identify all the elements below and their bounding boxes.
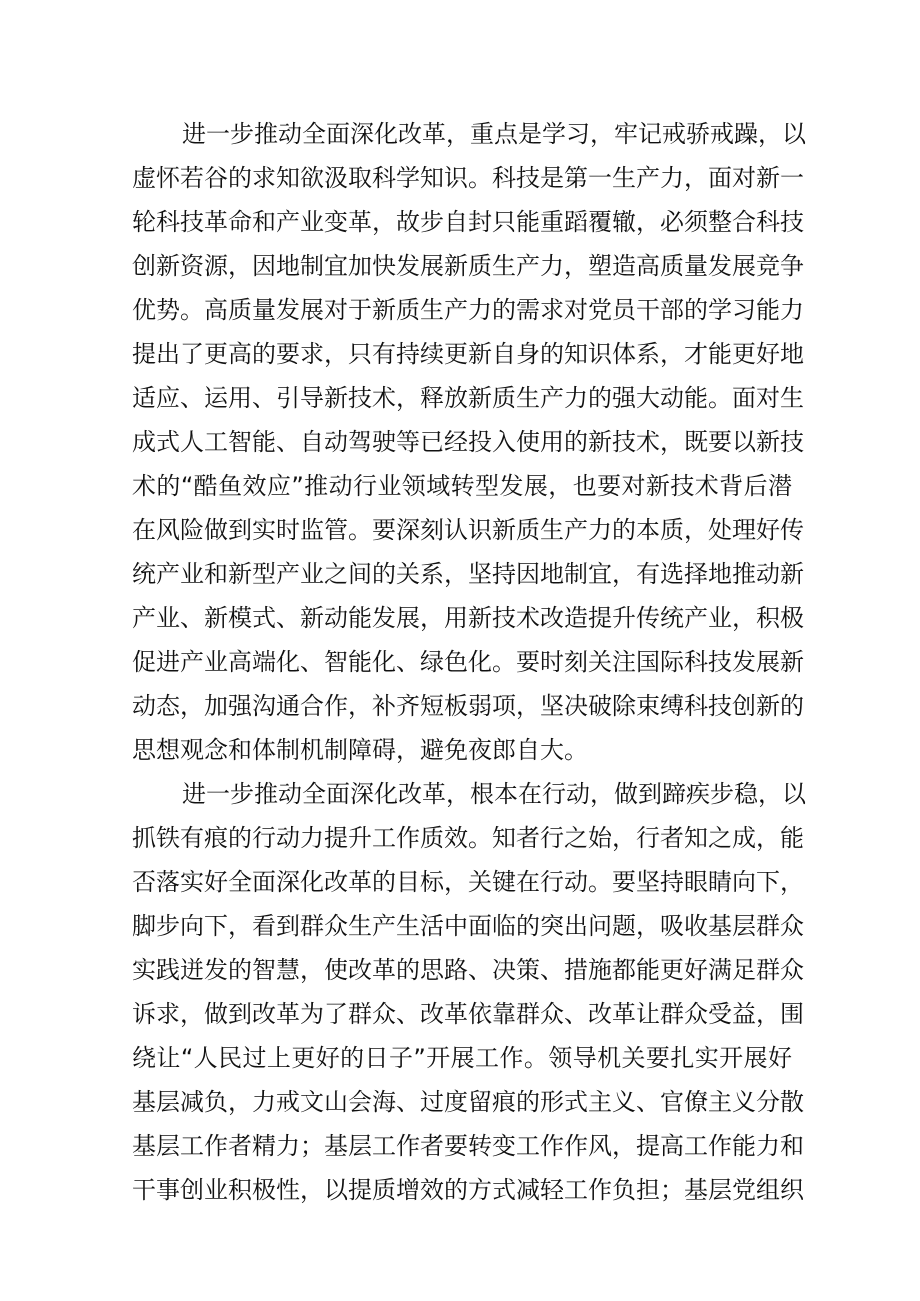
- paragraph-2-line-5: 实践迸发的智慧，使改革的思路、决策、措施都能更好满足群众: [132, 956, 804, 984]
- paragraph-2-line-8: 基层减负，力戒文山会海、过度留痕的形式主义、官僚主义分散: [132, 1088, 804, 1116]
- paragraph-2-line-10: 干事创业积极性，以提质增效的方式减轻工作负担；基层党组织: [132, 1176, 804, 1204]
- paragraph-1-line-6: 提出了更高的要求，只有持续更新自身的知识体系，才能更好地: [132, 340, 804, 368]
- paragraph-2-line-3: 否落实好全面深化改革的目标，关键在行动。要坚持眼睛向下，: [132, 868, 804, 896]
- paragraph-1-line-11: 统产业和新型产业之间的关系，坚持因地制宜，有选择地推动新: [132, 560, 804, 588]
- paragraph-1-line-3: 轮科技革命和产业变革，故步自封只能重蹈覆辙，必须整合科技: [132, 208, 804, 236]
- paragraph-1-line-1: 进一步推动全面深化改革，重点是学习，牢记戒骄戒躁，以: [182, 120, 806, 148]
- paragraph-2-line-6: 诉求，做到改革为了群众、改革依靠群众、改革让群众受益，围: [132, 1000, 804, 1028]
- paragraph-2-line-7: 绕让“人民过上更好的日子”开展工作。领导机关要扎实开展好: [132, 1044, 792, 1072]
- paragraph-2-line-4: 脚步向下，看到群众生产生活中面临的突出问题，吸收基层群众: [132, 912, 804, 940]
- paragraph-2-line-2: 抓铁有痕的行动力提升工作质效。知者行之始，行者知之成，能: [132, 824, 804, 852]
- paragraph-1-line-12: 产业、新模式、新动能发展，用新技术改造提升传统产业，积极: [132, 604, 804, 632]
- paragraph-1-line-9: 术的“酷鱼效应”推动行业领域转型发展，也要对新技术背后潜: [132, 472, 792, 500]
- paragraph-1-line-14: 动态，加强沟通合作，补齐短板弱项，坚决破除束缚科技创新的: [132, 692, 804, 720]
- paragraph-1-line-10: 在风险做到实时监管。要深刻认识新质生产力的本质，处理好传: [132, 516, 804, 544]
- paragraph-1-line-13: 促进产业高端化、智能化、绿色化。要时刻关注国际科技发展新: [132, 648, 804, 676]
- paragraph-1-line-5: 优势。高质量发展对于新质生产力的需求对党员干部的学习能力: [132, 296, 804, 324]
- paragraph-1-line-4: 创新资源，因地制宜加快发展新质生产力，塑造高质量发展竞争: [132, 252, 804, 280]
- paragraph-1-line-2: 虚怀若谷的求知欲汲取科学知识。科技是第一生产力，面对新一: [132, 164, 804, 192]
- paragraph-2-line-9: 基层工作者精力；基层工作者要转变工作作风，提高工作能力和: [132, 1132, 804, 1160]
- paragraph-1-line-8: 成式人工智能、自动驾驶等已经投入使用的新技术，既要以新技: [132, 428, 804, 456]
- paragraph-1-line-7: 适应、运用、引导新技术，释放新质生产力的强大动能。面对生: [132, 384, 804, 412]
- paragraph-1-line-15: 思想观念和体制机制障碍，避免夜郎自大。: [132, 736, 588, 764]
- paragraph-2-line-1: 进一步推动全面深化改革，根本在行动，做到蹄疾步稳，以: [182, 780, 806, 808]
